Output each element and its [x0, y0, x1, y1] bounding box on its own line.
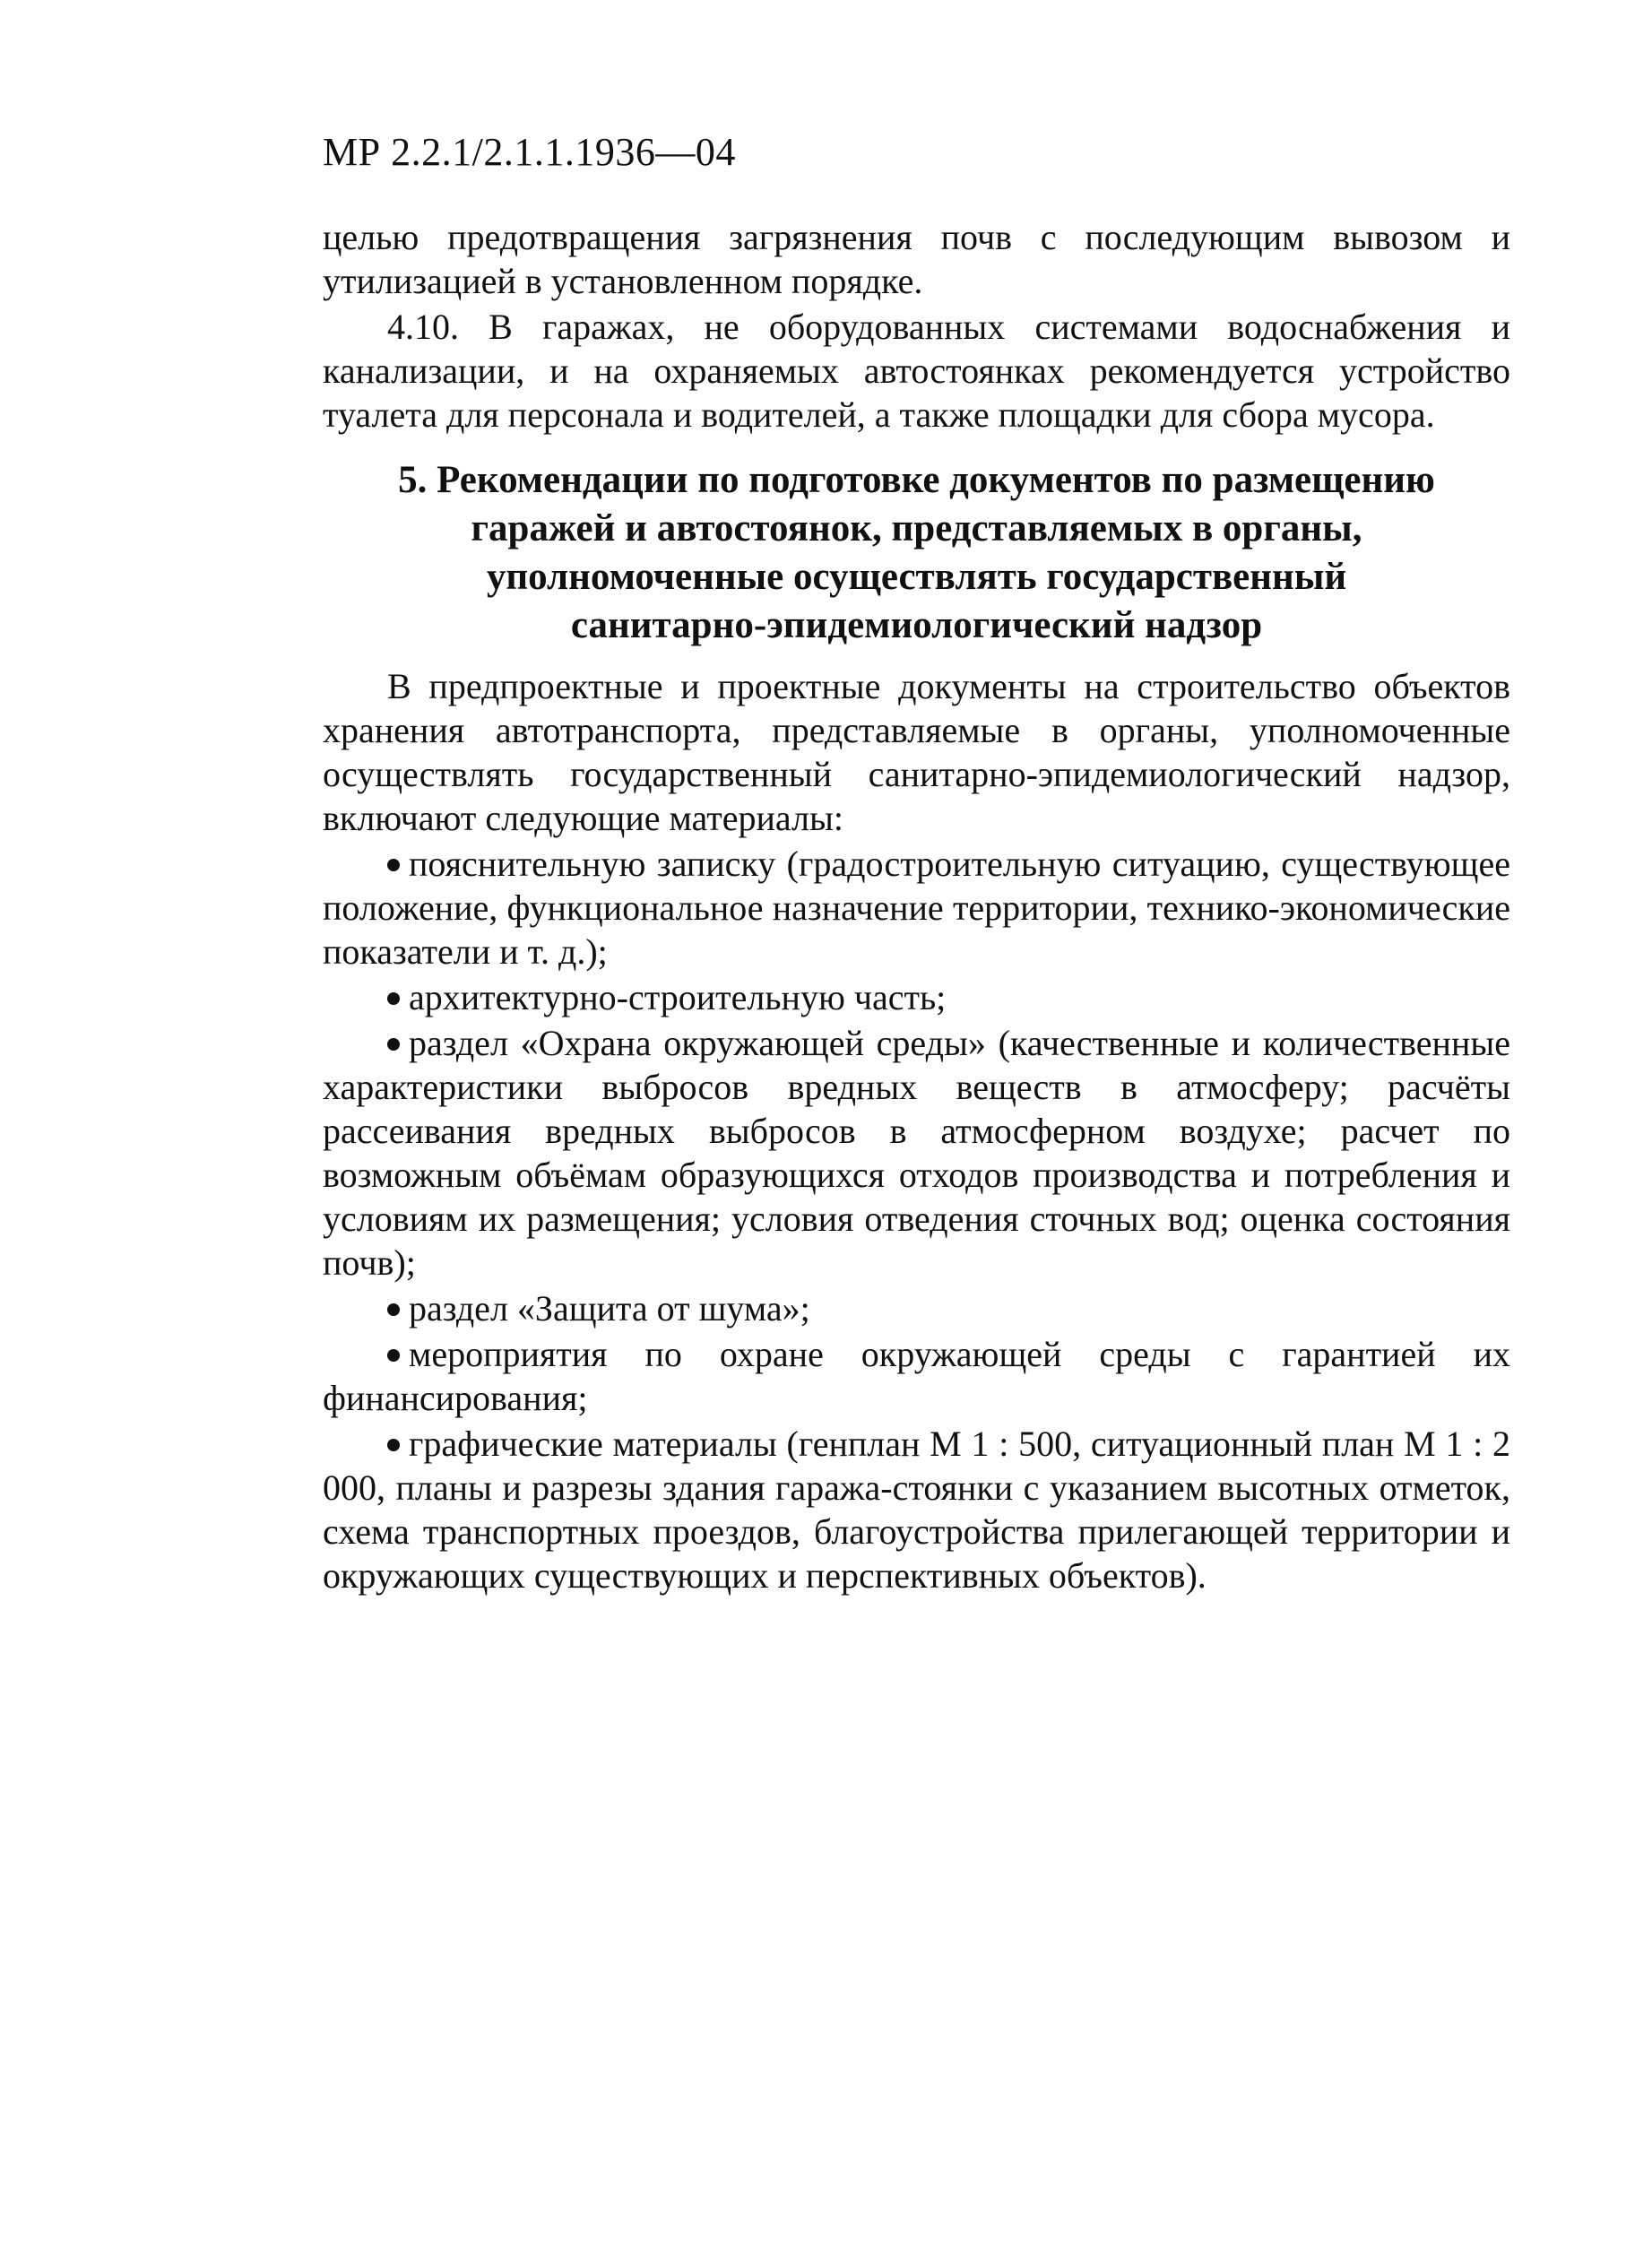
- bullet-item: [323, 1332, 1510, 1420]
- section-5-heading: [323, 456, 1510, 650]
- bullet-text: мероприятия по охране окружающей среды с гарантией их финансирования;: [323, 1334, 1510, 1418]
- paragraph-4-10: 4.10. В гаражах, не оборудованных системами водоснабжения и канализации, и на охраняемых автостоянках рекомендуется устройство туалета для персонала и водителей, а также площадки для сбора мусора.: [323, 307, 1510, 435]
- bullet-icon: [387, 992, 400, 1005]
- bullet-icon: [387, 1439, 400, 1451]
- bullet-icon: [387, 1303, 400, 1316]
- bullet-item: [323, 1286, 1510, 1330]
- bullet-icon: [387, 859, 400, 871]
- bullet-text: архитектурно-строительную часть;: [409, 977, 947, 1017]
- section-heading-line: гаражей и автостоянок, представляемых в органы,: [471, 507, 1362, 550]
- bullet-text: раздел «Охрана окружающей среды» (качественные и количественные характеристики выбросов вредных веществ в атмосферу; расчёты рассеивания вредных выбросов в атмосферном воздухе; расчет по возможным объёмам образующихся отходов производства и потребления и условиям их размещения; условия отведения сточных вод; оценка состояния почв);: [323, 1023, 1510, 1283]
- bullet-item: [323, 842, 1510, 974]
- intro-paragraph: В предпроектные и проектные документы на строительство объектов хранения автотранспорта, представляемые в органы, уполномоченные осуществлять государственный санитарно-эпидемиологический надзор, включают следующие материалы:: [323, 666, 1510, 838]
- document-page: [323, 126, 1510, 1599]
- document-code: МР 2.2.1/2.1.1.1936—04: [323, 130, 736, 174]
- bullet-item: [323, 975, 1510, 1019]
- bullet-text: графические материалы (генплан М 1 : 500, ситуационный план М 1 : 2 000, планы и разрезы здания гаража-стоянки с указанием высотных отметок, схема транспортных проездов, благоустройства прилегающей территории и окружающих существующих и перспективных объектов).: [323, 1424, 1510, 1596]
- bullet-item: [323, 1021, 1510, 1285]
- bullet-icon: [387, 1038, 400, 1051]
- bullet-icon: [387, 1349, 400, 1362]
- bullet-item: [323, 1422, 1510, 1597]
- section-heading-line: 5. Рекомендации по подготовке документов по размещению: [398, 459, 1435, 501]
- continuation-paragraph: целью предотвращения загрязнения почв с последующим вывозом и утилизацией в установленном порядке.: [323, 217, 1510, 301]
- bullet-text: пояснительную записку (градостроительную ситуацию, существующее положение, функциональное назначение территории, технико-экономические показатели и т. д.);: [323, 844, 1510, 972]
- section-heading-line: уполномоченные осуществлять государственный: [486, 556, 1347, 598]
- bullet-text: раздел «Защита от шума»;: [409, 1288, 810, 1329]
- section-heading-line: санитарно-эпидемиологический надзор: [570, 604, 1263, 646]
